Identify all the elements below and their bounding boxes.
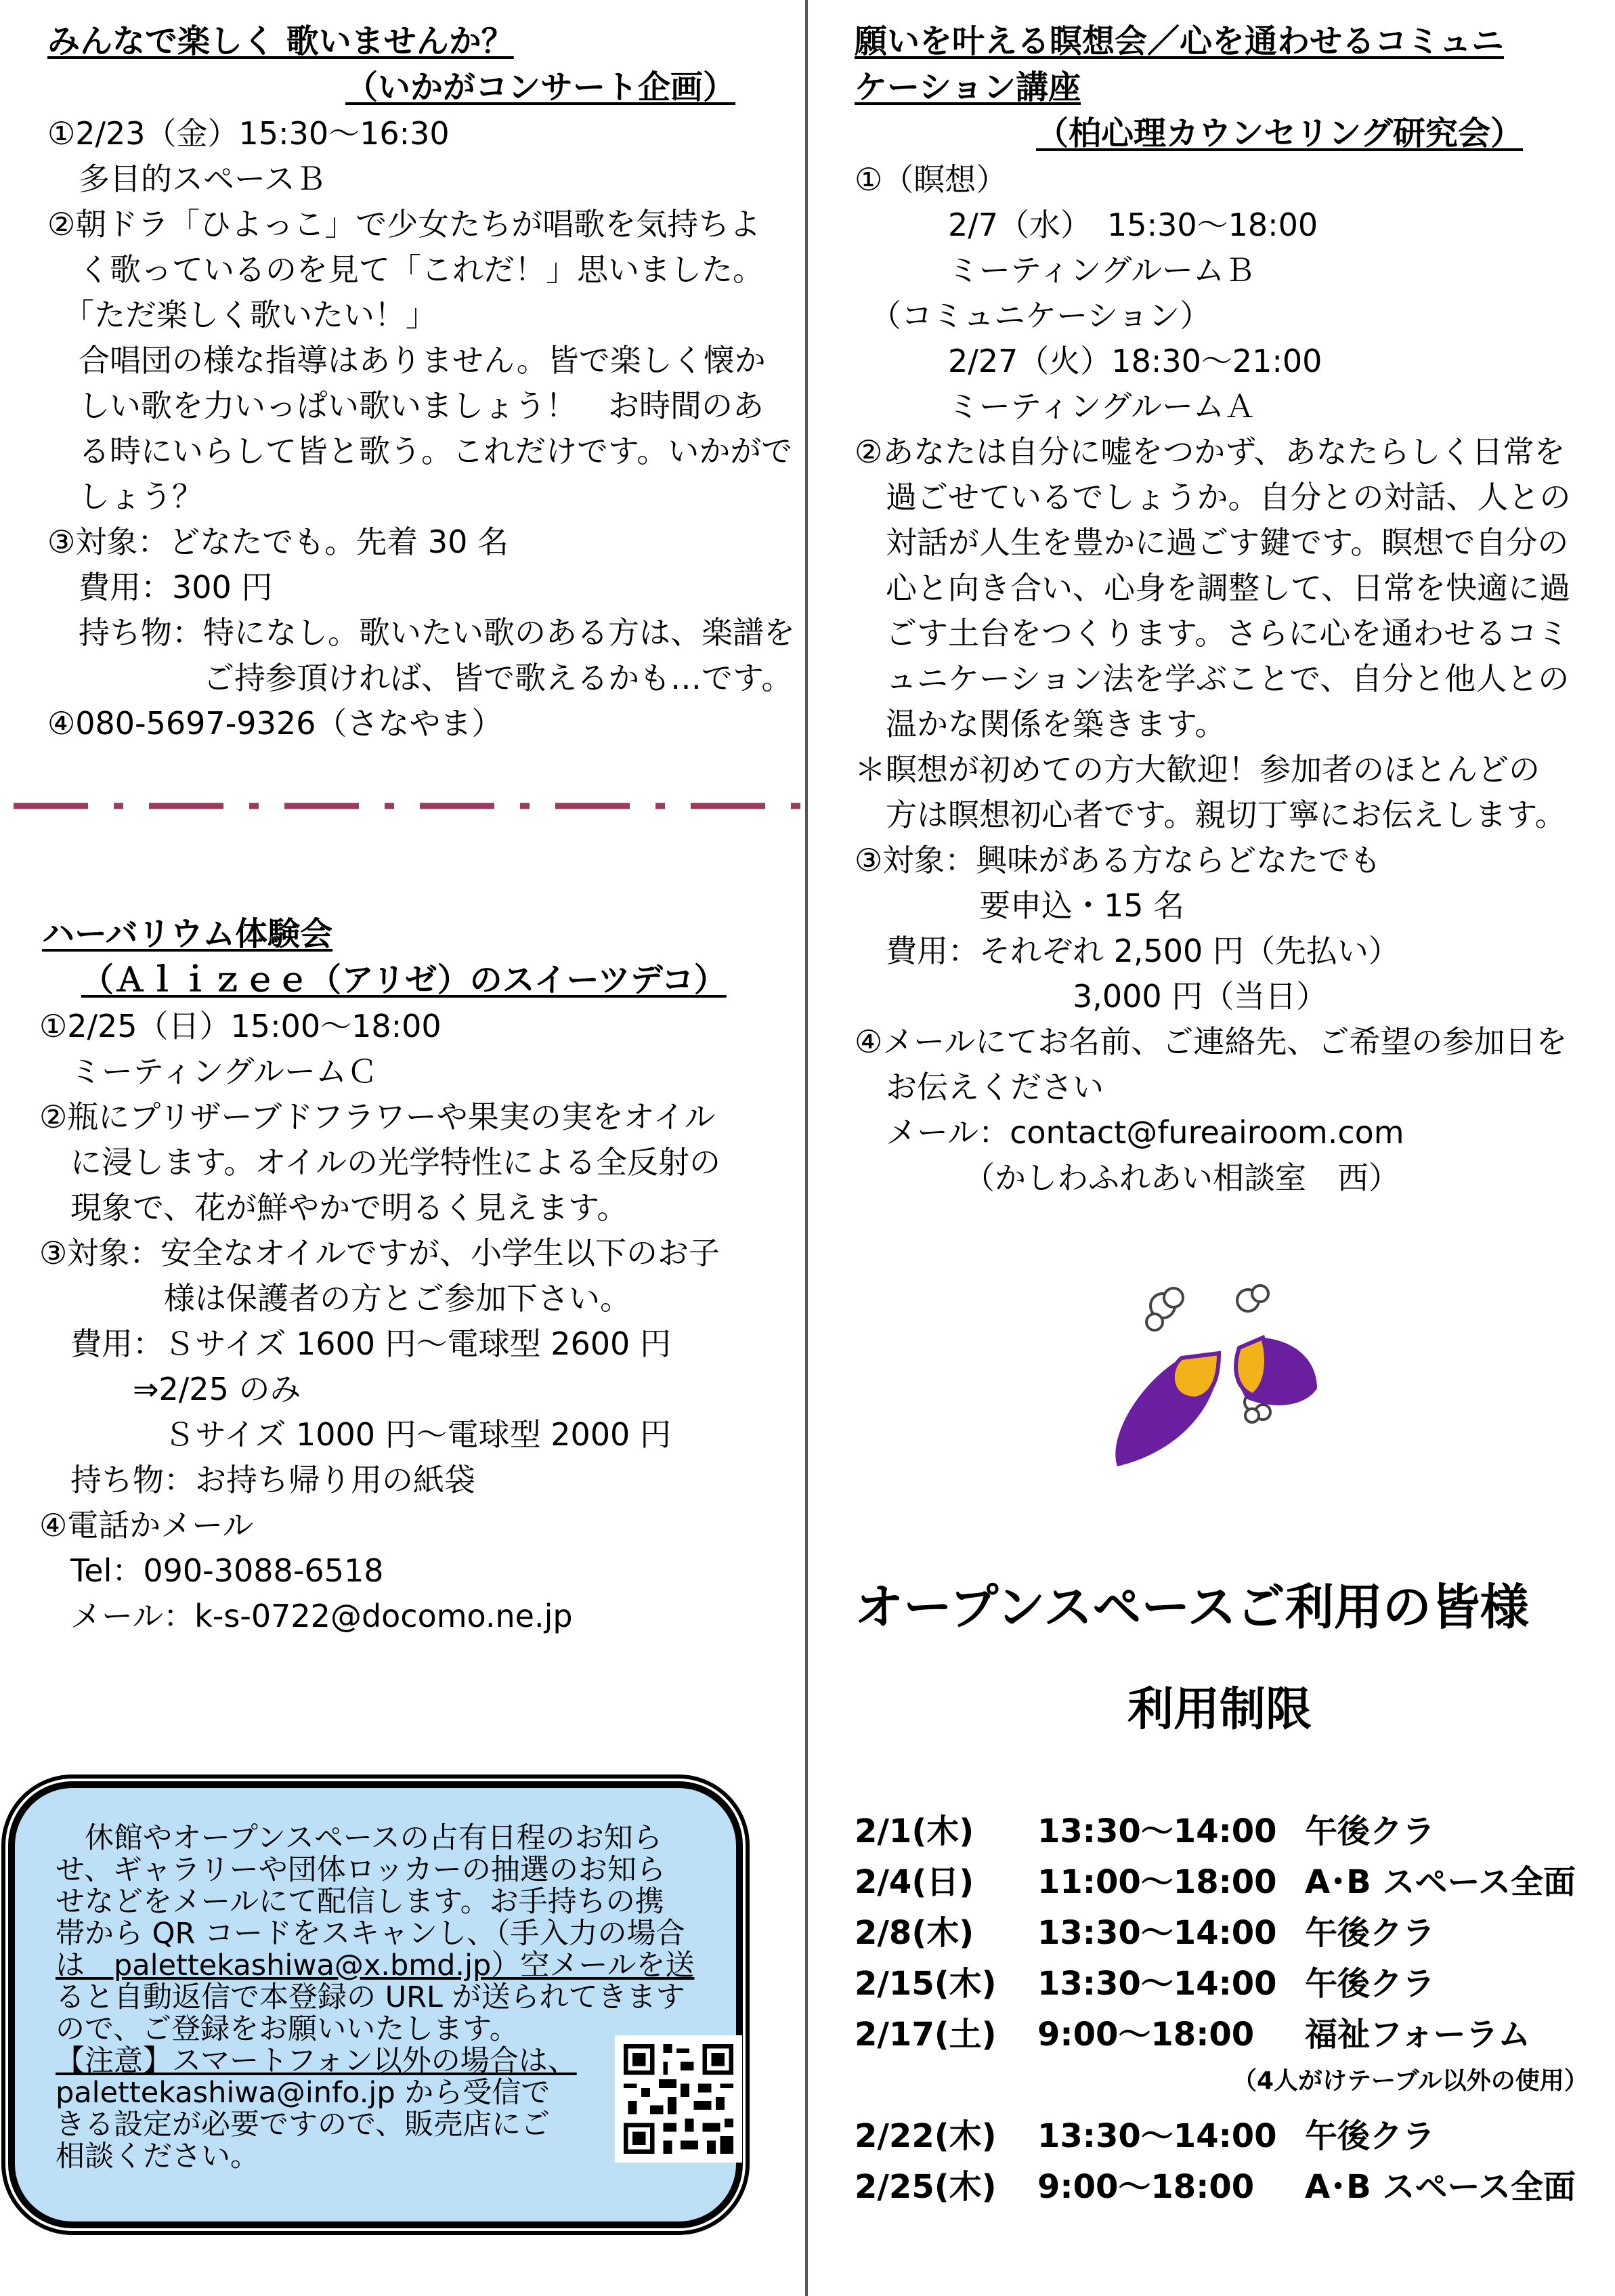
schedule-date: 2/22(木) — [855, 2117, 997, 2155]
concert-text-line: ②朝ドラ「ひよっこ」で少女たちが唱歌を気持ちよ — [47, 206, 761, 242]
herbarium-text-line: ②瓶にプリザーブドフラワーや果実の実をオイル — [39, 1099, 716, 1135]
meditation-text-line: 心と向き合い、心身を調整して、日常を快適に過 — [855, 570, 1571, 606]
concert-organizer: （いかがコンサート企画） — [345, 68, 736, 106]
notice-text-line: は palettekashiwa@x.bmd.jp）空メールを送 — [56, 1949, 695, 1982]
schedule-user: A･B スペース全面 — [1305, 1863, 1576, 1901]
schedule-user: 福祉フォーラム — [1305, 2016, 1531, 2054]
schedule-row — [855, 1957, 1599, 2002]
herbarium-text-line: メール：k-s-0722@docomo.ne.jp — [39, 1598, 573, 1634]
notice-text-line: ると自動返信で本登録の URL が送られてきます — [56, 1980, 685, 2014]
meditation-text-line: 2/27（火）18:30～21:00 — [855, 343, 1322, 379]
notice-text-line: 休館やオープンスペースの占有日程のお知ら — [56, 1821, 662, 1855]
schedule-row — [855, 2110, 1599, 2154]
herbarium-text-line: 費用：Ｓサイズ 1600 円～電球型 2600 円 — [39, 1325, 671, 1362]
meditation-title-line1: 願いを叶える瞑想会／心を通わせるコミュニ — [855, 22, 1505, 60]
schedule-date: 2/25(木) — [855, 2168, 997, 2206]
herbarium-text-line: ⇒2/25 のみ — [39, 1371, 301, 1407]
concert-text-line: 費用：300 円 — [47, 569, 273, 605]
schedule-note: （4人がけテーブル以外の使用） — [1232, 2067, 1589, 2095]
notice-text-line: せ、ギャラリーや団体ロッカーの抽選のお知ら — [56, 1853, 666, 1887]
usage-restriction-heading: 利用制限 — [1127, 1683, 1312, 1737]
meditation-text-line: ②あなたは自分に嘘をつかず、あなたらしく日常を — [855, 433, 1566, 470]
schedule-date: 2/17(土) — [855, 2016, 997, 2054]
meditation-text-line: 3,000 円（当日） — [855, 978, 1328, 1015]
concert-title: みんなで楽しく 歌いませんか？ — [47, 22, 514, 60]
schedule-row — [855, 2161, 1599, 2205]
schedule-row — [855, 1805, 1599, 1850]
meditation-text-line: ＊瞑想が初めての方大歓迎！参加者のほとんどの — [855, 751, 1540, 788]
schedule-time: 13:30～14:00 — [1037, 1965, 1277, 2003]
herbarium-text-line: 持ち物：お持ち帰り用の紙袋 — [39, 1462, 475, 1498]
meditation-text-line: 要申込・15 名 — [855, 887, 1185, 924]
sweet-potato-illustration — [1100, 1280, 1331, 1476]
schedule-time: 13:30～14:00 — [1037, 1812, 1277, 1850]
herbarium-organizer: （Ａｌｉｚｅｅ（アリゼ）のスイーツデコ） — [81, 961, 727, 999]
meditation-text-line: ミーティングルームＢ — [855, 252, 1256, 289]
herbarium-text-line: ④電話かメール — [39, 1507, 254, 1544]
concert-text-line: 「ただ楽しく歌いたい！」 — [47, 297, 437, 333]
meditation-text-line: 対話が人生を豊かに過ごす鍵です。瞑想で自分の — [855, 524, 1569, 561]
schedule-date: 2/15(木) — [855, 1965, 997, 2003]
schedule-user: 午後クラ — [1305, 1914, 1436, 1952]
notice-text-line: 相談ください。 — [56, 2140, 259, 2173]
meditation-text-line: （かしわふれあい相談室 西） — [855, 1160, 1400, 1196]
concert-text-line: る時にいらして皆と歌う。これだけです。いかがで — [47, 433, 793, 469]
meditation-organizer: （柏心理カウンセリング研究会） — [1036, 114, 1524, 152]
notice-text-line: 【注意】スマートフォン以外の場合は、 — [56, 2044, 577, 2078]
schedule-user: 午後クラ — [1305, 1965, 1436, 2003]
concert-text-line: しい歌を力いっぱい歌いましょう！ お時間のあ — [47, 387, 764, 424]
herbarium-text-line: ③対象：安全なオイルですが、小学生以下のお子 — [39, 1235, 720, 1271]
meditation-text-line: 費用：それぞれ 2,500 円（先払い） — [855, 933, 1400, 969]
concert-text-line: しょう？ — [47, 478, 203, 515]
schedule-date: 2/1(木) — [855, 1812, 974, 1850]
meditation-text-line: ④メールにてお名前、ご連絡先、ご希望の参加日を — [855, 1023, 1568, 1060]
schedule-date: 2/8(木) — [855, 1914, 974, 1952]
concert-text-line: く歌っているのを見て「これだ！」思いました。 — [47, 251, 764, 288]
concert-text-line: 合唱団の様な指導はありません。皆で楽しく懐か — [47, 342, 766, 379]
meditation-text-line: 方は瞑想初心者です。親切丁寧にお伝えします。 — [855, 796, 1566, 833]
meditation-text-line: メール：contact@fureairoom.com — [855, 1114, 1404, 1151]
meditation-title-line2: ケーション講座 — [855, 68, 1081, 106]
notice-text-line: 帯から QR コードをスキャンし、（手入力の場合 — [56, 1917, 685, 1951]
concert-text-line: ③対象：どなたでも。先着 30 名 — [47, 524, 509, 560]
meditation-text-line: 2/7（水） 15:30～18:00 — [855, 207, 1318, 243]
schedule-time: 13:30～14:00 — [1037, 1914, 1277, 1952]
schedule-date: 2/4(日) — [855, 1863, 974, 1901]
concert-text-line: ④080-5697-9326（さなやま） — [47, 705, 503, 742]
meditation-text-line: ュニケーション法を学ぶことで、自分と他人との — [855, 660, 1570, 697]
herbarium-text-line: 現象で、花が鮮やかで明るく見えます。 — [39, 1189, 628, 1226]
schedule-time: 11:00～18:00 — [1037, 1863, 1277, 1901]
meditation-text-line: 温かな関係を築きます。 — [855, 706, 1226, 742]
schedule-row — [855, 2008, 1599, 2053]
meditation-text-line: お伝えください — [855, 1069, 1104, 1105]
column-divider — [805, 0, 808, 2296]
schedule-user: 午後クラ — [1305, 1812, 1436, 1850]
meditation-text-line: （コミュニケーション） — [855, 297, 1211, 334]
meditation-text-line: ごす土台をつくります。さらに心を通わせるコミ — [855, 615, 1569, 652]
dashed-section-divider — [14, 803, 806, 809]
herbarium-text-line: Tel：090-3088-6518 — [39, 1552, 384, 1589]
herbarium-title: ハーバリウム体験会 — [42, 915, 333, 953]
herbarium-text-line: Ｓサイズ 1000 円～電球型 2000 円 — [39, 1416, 671, 1453]
concert-text-line: 多目的スペースＢ — [47, 161, 326, 197]
schedule-user: A･B スペース全面 — [1305, 2168, 1576, 2206]
herbarium-text-line: ミーティングルームＣ — [39, 1053, 379, 1090]
concert-text-line: ①2/23（金）15:30～16:30 — [47, 115, 450, 152]
herbarium-text-line: ①2/25（日）15:00～18:00 — [39, 1008, 442, 1044]
notice-text-line: ので、ご登録をお願いいたします。 — [56, 2012, 519, 2046]
herbarium-text-line: に浸します。オイルの光学特性による全反射の — [39, 1144, 721, 1181]
concert-text-line: 持ち物：特になし。歌いたい歌のある方は、楽譜を — [47, 614, 795, 651]
schedule-time: 9:00～18:00 — [1037, 2168, 1255, 2206]
meditation-text-line: ミーティングルームＡ — [855, 388, 1256, 425]
schedule-time: 13:30～14:00 — [1037, 2117, 1277, 2155]
herbarium-text-line: 様は保護者の方とご参加下さい。 — [39, 1280, 631, 1317]
notice-text-line: きる設定が必要ですので、販売店にご — [56, 2108, 551, 2142]
meditation-text-line: ③対象：興味がある方ならどなたでも — [855, 842, 1381, 878]
notice-text-line: palettekashiwa@info.jp から受信で — [56, 2076, 551, 2110]
schedule-row — [855, 1856, 1599, 1900]
schedule-user: 午後クラ — [1305, 2117, 1436, 2155]
meditation-text-line: ①（瞑想） — [855, 161, 1008, 198]
concert-text-line: ご持参頂ければ、皆で歌えるかも…です。 — [47, 660, 793, 696]
notice-text-line: せなどをメールにて配信します。お手持ちの携 — [56, 1885, 664, 1919]
qr-code-icon[interactable] — [615, 2035, 742, 2163]
schedule-time: 9:00～18:00 — [1037, 2016, 1255, 2054]
schedule-row — [855, 1907, 1599, 1951]
meditation-text-line: 過ごせているでしょうか。自分との対話、人との — [855, 479, 1571, 515]
open-space-heading: オープンスペースご利用の皆様 — [855, 1579, 1529, 1636]
